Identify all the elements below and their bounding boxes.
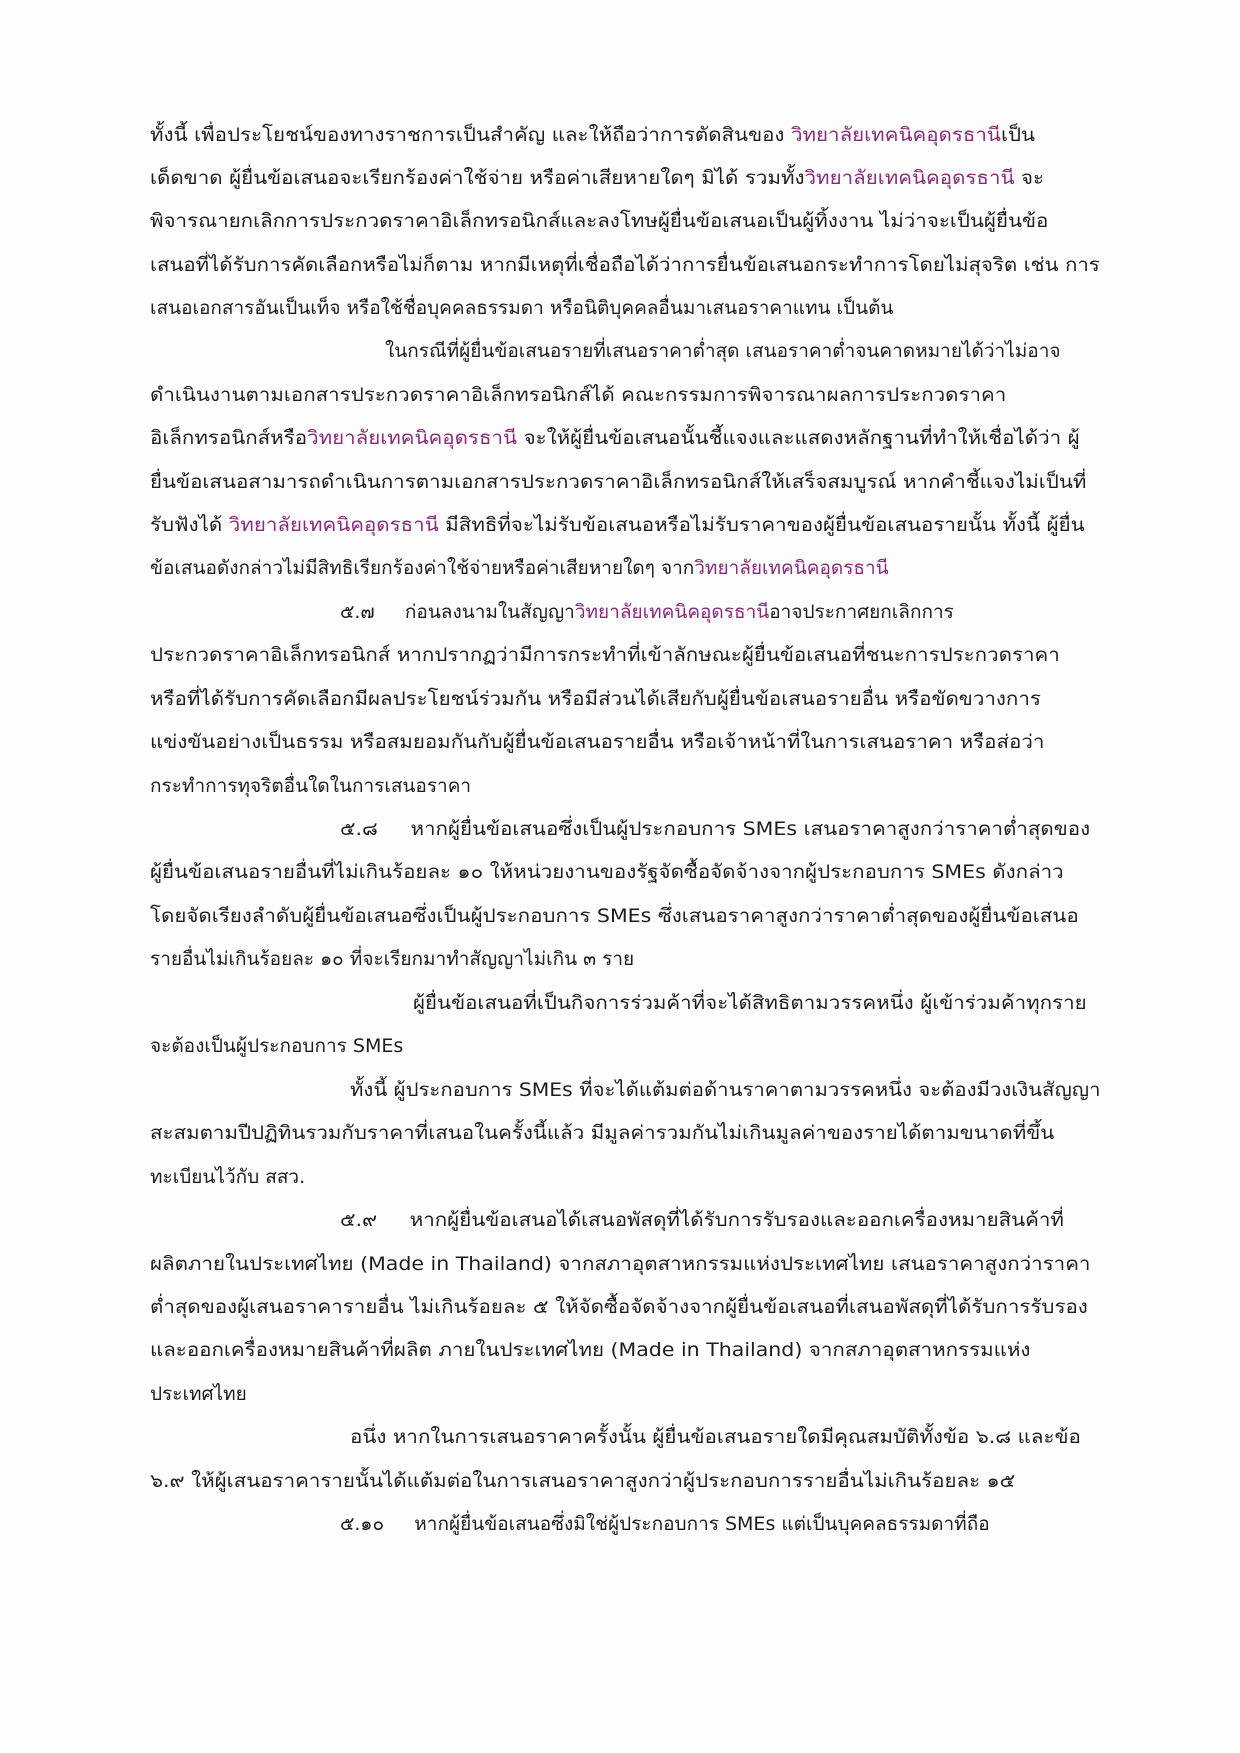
text-segment: ทั้งนี้ เพื่อประโยชน์ของทางราชการเป็นสำคัญ และให้ถือว่าการตัดสินของ: [150, 124, 791, 146]
text-line: [150, 1379, 247, 1409]
text-line: [150, 1292, 1088, 1322]
text-segment: พิจารณายกเลิกการประกวดราคาอิเล็กทรอนิกส์และลงโทษผู้ยื่นข้อเสนอเป็นผู้ทิ้งงาน ไม่ว่าจะเป็นผู้ยื่นข้อ: [150, 210, 1049, 232]
text-segment: ต่ำสุดของผู้เสนอราคารายอื่น ไม่เกินร้อยละ ๕ ให้จัดซื้อจัดจ้างจากผู้ยื่นข้อเสนอที่เสนอพัสดุที่ได้รับการรับรอง: [150, 1296, 1088, 1318]
college-name-highlight: วิทยาลัยเทคนิคอุดรธานี: [790, 124, 1001, 146]
text-segment: อนึ่ง หากในการเสนอราคาครั้งนั้น ผู้ยื่นข้อเสนอรายใดมีคุณสมบัติทั้งข้อ ๖.๘ และข้อ: [350, 1426, 1081, 1448]
text-segment: จะต้องเป็นผู้ประกอบการ SMEs: [150, 1035, 404, 1057]
text-line: [150, 380, 1006, 410]
text-line: [150, 1162, 305, 1192]
text-line: [150, 553, 889, 583]
text-segment: ทั้งนี้ ผู้ประกอบการ SMEs ที่จะได้แต้มต่อด้านราคาตามวรรคหนึ่ง จะต้องมีวงเงินสัญญา: [350, 1079, 1101, 1101]
text-segment: ประเทศไทย: [150, 1383, 247, 1405]
text-line: [150, 1249, 1090, 1279]
text-line: [150, 771, 471, 801]
text-line: [150, 684, 1041, 714]
text-segment: ผู้ยื่นข้อเสนอรายอื่นที่ไม่เกินร้อยละ ๑๐ ให้หน่วยงานของรัฐจัดซื้อจัดจ้างจากผู้ประกอบการ SMEs ดังกล่าว: [150, 861, 1064, 883]
text-line: [150, 510, 1085, 540]
text-line: [150, 250, 1100, 280]
text-segment: รายอื่นไม่เกินร้อยละ ๑๐ ที่จะเรียกมาทำสัญญาไม่เกิน ๓ ราย: [150, 948, 635, 970]
text-segment: ๖.๙ ให้ผู้เสนอราคารายนั้นได้แต้มต่อในการเสนอราคาสูงกว่าผู้ประกอบการรายอื่นไม่เกินร้อยละ ๑๕: [150, 1470, 1016, 1492]
text-line: [413, 988, 1087, 1018]
text-line: [150, 1335, 1030, 1365]
text-segment: และออกเครื่องหมายสินค้าที่ผลิต ภายในประเทศไทย (Made in Thailand) จากสภาอุตสาหกรรมแห่ง: [150, 1339, 1031, 1361]
text-segment: มีสิทธิที่จะไม่รับข้อเสนอหรือไม่รับราคาของผู้ยื่นข้อเสนอรายนั้น ทั้งนี้ ผู้ยื่น: [438, 514, 1085, 536]
text-line: [340, 814, 1090, 844]
college-name-highlight: วิทยาลัยเทคนิคอุดรธานี: [694, 557, 889, 579]
text-segment: รับฟังได้: [150, 514, 229, 536]
text-line: [150, 944, 634, 974]
text-segment: กระทำการทุจริตอื่นใดในการเสนอราคา: [150, 775, 472, 797]
text-line: [340, 1205, 1064, 1235]
text-segment: เสนอเอกสารอันเป็นเท็จ หรือใช้ชื่อบุคคลธรรมดา หรือนิติบุคคลอื่นมาเสนอราคาแทน เป็นต้น: [150, 297, 894, 319]
text-segment: ยื่นข้อเสนอสามารถดำเนินการตามเอกสารประกวดราคาอิเล็กทรอนิกส์ให้เสร็จสมบูรณ์ หากคำชี้แจงไม่เป็นที่: [150, 471, 1087, 493]
text-line: [150, 901, 1079, 931]
text-segment: จะ: [1014, 167, 1045, 189]
text-segment: สะสมตามปีปฏิทินรวมกับราคาที่เสนอในครั้งนี้แล้ว มีมูลค่ารวมกันไม่เกินมูลค่าของรายได้ตามขนาดที่ขึ้น: [150, 1122, 1055, 1144]
text-segment: อาจประกาศยกเลิกการ: [769, 601, 954, 623]
text-segment: อิเล็กทรอนิกส์หรือ: [150, 427, 308, 449]
text-line: [150, 206, 1048, 236]
text-line: [350, 1422, 1081, 1452]
text-segment: เด็ดขาด ผู้ยื่นข้อเสนอจะเรียกร้องค่าใช้จ่าย หรือค่าเสียหายใดๆ มิได้ รวมทั้ง: [150, 167, 805, 189]
college-name-highlight: วิทยาลัยเทคนิคอุดรธานี: [804, 167, 1015, 189]
college-name-highlight: วิทยาลัยเทคนิคอุดรธานี: [307, 427, 518, 449]
text-segment: ๕.๗ ก่อนลงนามในสัญญา: [340, 601, 575, 623]
text-segment: ๕.๘ หากผู้ยื่นข้อเสนอซึ่งเป็นผู้ประกอบการ SMEs เสนอราคาสูงกว่าราคาต่ำสุดของ: [340, 818, 1091, 840]
text-segment: ดำเนินงานตามเอกสารประกวดราคาอิเล็กทรอนิกส์ได้ คณะกรรมการพิจารณาผลการประกวดราคา: [150, 384, 1007, 406]
text-segment: ทะเบียนไว้กับ สสว.: [150, 1166, 306, 1188]
text-line: [150, 423, 1080, 453]
college-name-highlight: วิทยาลัยเทคนิคอุดรธานี: [574, 601, 770, 623]
text-line: [350, 1075, 1101, 1105]
text-line: [150, 857, 1064, 887]
text-segment: ผู้ยื่นข้อเสนอที่เป็นกิจการร่วมค้าที่จะได้สิทธิตามวรรคหนึ่ง ผู้เข้าร่วมค้าทุกราย: [413, 992, 1087, 1014]
text-line: [150, 727, 1044, 757]
text-line: [150, 640, 1060, 670]
text-segment: ในกรณีที่ผู้ยื่นข้อเสนอรายที่เสนอราคาต่ำสุด เสนอราคาต่ำจนคาดหมายได้ว่าไม่อาจ: [385, 340, 1061, 362]
text-line: [340, 597, 954, 627]
text-segment: หรือที่ได้รับการคัดเลือกมีผลประโยชน์ร่วมกัน หรือมีส่วนได้เสียกับผู้ยื่นข้อเสนอรายอื่น หรือขัดขวางการ: [150, 688, 1041, 710]
text-line: [150, 1031, 403, 1061]
text-line: [150, 163, 1044, 193]
text-segment: ๕.๙ หากผู้ยื่นข้อเสนอได้เสนอพัสดุที่ได้รับการรับรองและออกเครื่องหมายสินค้าที่: [340, 1209, 1064, 1231]
text-line: [150, 1118, 1054, 1148]
text-segment: ประกวดราคาอิเล็กทรอนิกส์ หากปรากฏว่ามีการกระทำที่เข้าลักษณะผู้ยื่นข้อเสนอที่ชนะการประกวดราคา: [150, 644, 1060, 666]
text-line: [150, 120, 1035, 150]
text-segment: ข้อเสนอดังกล่าวไม่มีสิทธิเรียกร้องค่าใช้จ่ายหรือค่าเสียหายใดๆ จาก: [150, 557, 695, 579]
text-segment: โดยจัดเรียงลำดับผู้ยื่นข้อเสนอซึ่งเป็นผู้ประกอบการ SMEs ซึ่งเสนอราคาสูงกว่าราคาต่ำสุดของผู้ยื่นข้อเสนอ: [150, 905, 1079, 927]
text-line: [385, 336, 1061, 366]
text-segment: เสนอที่ได้รับการคัดเลือกหรือไม่ก็ตาม หากมีเหตุที่เชื่อถือได้ว่าการยื่นข้อเสนอกระทำการโดยไม่สุจริต เช่น การ: [150, 254, 1100, 276]
text-segment: เป็น: [1000, 124, 1036, 146]
text-segment: แข่งขันอย่างเป็นธรรม หรือสมยอมกันกับผู้ยื่นข้อเสนอรายอื่น หรือเจ้าหน้าที่ในการเสนอราคา หรือส่อว่า: [150, 731, 1045, 753]
text-segment: ผลิตภายในประเทศไทย (Made in Thailand) จากสภาอุตสาหกรรมแห่งประเทศไทย เสนอราคาสูงกว่าราคา: [150, 1253, 1091, 1275]
text-line: [150, 467, 1086, 497]
college-name-highlight: วิทยาลัยเทคนิคอุดรธานี: [228, 514, 439, 536]
text-line: [340, 1509, 990, 1539]
text-segment: จะให้ผู้ยื่นข้อเสนอนั้นชี้แจงและแสดงหลักฐานที่ทำให้เชื่อได้ว่า ผู้: [517, 427, 1080, 449]
text-line: [150, 1466, 1015, 1496]
text-segment: ๕.๑๐ หากผู้ยื่นข้อเสนอซึ่งมิใช่ผู้ประกอบการ SMEs แต่เป็นบุคคลธรรมดาที่ถือ: [340, 1513, 990, 1535]
text-line: [150, 293, 893, 323]
